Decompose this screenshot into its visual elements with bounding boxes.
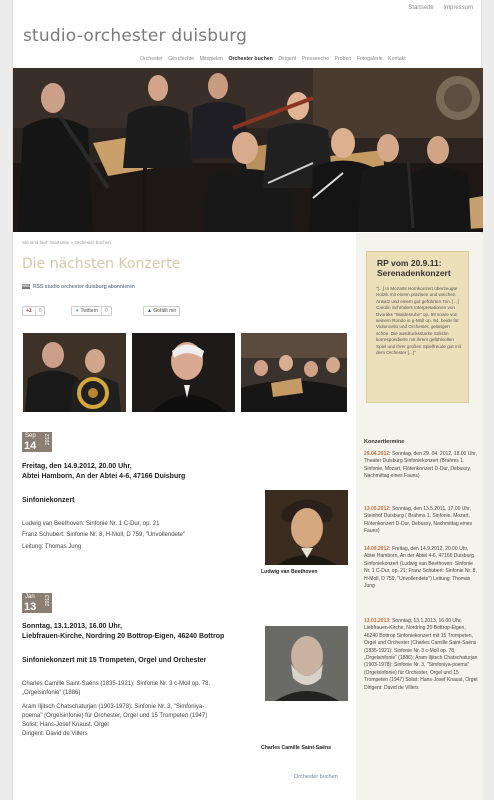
nav-item-mitspielen[interactable]: Mitspielen — [199, 56, 223, 62]
top-nav — [400, 5, 473, 11]
event-program-line: Aram Iljitsch Chatschaturjan (1903-1978): Sinfonie Nr. 3, "Simfoniya- poema" (Orgelsinfonie) für Orchester, Orgel und 15 Trompeten (1947) Solist: Hans-Josef Knaust, Orgel Dirigent: David de Villers — [22, 704, 208, 737]
event-year: 2013 — [45, 595, 51, 607]
google-plus-button[interactable] — [22, 306, 45, 316]
rss-icon: RSS — [22, 284, 30, 289]
nav-item-proben[interactable]: Proben — [334, 56, 352, 62]
press-note-title: RP vom 20.9.11: Serenadenkonzert — [377, 258, 451, 278]
concert-text: Sonntag, 13.1.2013, 16.00 Uhr, Liebfrauen-Kirche, Nordring 20 Bottrop-Eigen, 46240 Bottrop Sinfoniekonzert mit 15 Trompeten, Orgel und Orchester (Charles Camille Saint-Saëns (1835-1921): Sinfonie Nr. 3 c-Moll op. 78, „Orgelsinfonie“ (1886); Aram Iljitsch Chatschaturjan (1903-1978): Sinfonie Nr. 3, "Simfoniya-poema" (Orgelsinfonie) für Orchester, Orgel und 15 Trompeten (1947) Solist: Hans-Josef Knaust, Orgel Dirigent: David de Villers — [364, 618, 478, 691]
main-nav — [138, 56, 478, 62]
event-program-line: Charles Camille Saint-Saëns (1835-1921): Sinfonie Nr. 3 c-Moll op. 78, „Orgelsinfonie“ (1886) — [22, 681, 211, 696]
event-year: 2012 — [45, 434, 51, 446]
gplus-label: +1 — [26, 308, 32, 314]
nav-item-presseecho[interactable]: Presseecho — [301, 56, 330, 62]
facebook-like-button[interactable] — [143, 306, 180, 316]
event-day: 14 — [24, 440, 37, 452]
gplus-count: 0 — [35, 307, 42, 315]
site-title[interactable]: studio-orchester duisburg — [23, 26, 248, 46]
facebook-label: Gefällt mir — [153, 308, 177, 314]
concert-text: Sonntag, den 13.5.2011, 17.00 Uhr, Steinhof Duisburg ( Brahms 1. Sinfonie, Mozart, Flötenkonzert D-Dur, Debussy, Nachmittag eines Fauns) — [364, 506, 473, 535]
portrait-caption: Charles Camille Saint-Saëns — [261, 745, 332, 751]
press-note-body: "[...] In Mozarts Hornkonzert überzeugte Holzik mit einem präzisen und weichen Ansatz und einem gut geführten Ton. [...] Carolin Schröders Interpretationen von Dvoráks "Waldesruhe" op. 68 sowie von seinem Rondo in g-Moll op. 94, beide für Violoncello und Orchester, gelangen schön. Die ausdrucksstarke Solistin korrespondierte mit ihrem gefühlvollen Spiel und ihrer großen Spielfreude gut mit dem Orchester [...]" — [376, 286, 462, 356]
page-title: Die nächsten Konzerte — [22, 256, 181, 272]
event-program-line: Franz Schubert: Sinfonie Nr. 8, H-Moll, D 759, "Unvollendete" — [22, 532, 186, 538]
nav-item-dirigent[interactable]: Dirigent — [278, 56, 297, 62]
page — [12, 0, 482, 800]
concert-date: 29.04.2012: — [364, 451, 391, 457]
portrait-saint-saens — [265, 626, 348, 701]
event-month: Sep — [25, 433, 36, 439]
event-subtitle: Sinfoniekonzert mit 15 Trompeten, Orgel und Orchester — [22, 657, 207, 664]
twitter-icon: ✦ — [75, 308, 80, 314]
event-program-line: Leitung: Thomas Jung — [22, 544, 82, 550]
event-date-badge — [22, 432, 52, 452]
event-day: 13 — [24, 601, 37, 613]
photo-horn-players[interactable] — [23, 333, 126, 412]
top-nav-home-link[interactable]: Startseite — [408, 5, 434, 11]
concert-text: Freitag, den 14.9.2012, 20.00 Uhr, Abtei Hamborn, An der Abtei 4-6, 47166 Duisburg Sinfoniekonzert (Ludwig van Beethoven: Sinfonie Nr. 1 C-Dur, op. 21; Franz Schubert: Sinfonie Nr. 8, H-Moll, D 759, "Unvollendete") Leitung: Thomas Jung — [364, 546, 477, 590]
concert-list-item — [364, 451, 479, 481]
concert-text: Sonntag, den 29. 04. 2012, 18.00 Uhr, Theater Duisburg Sinfoniekonzert (Brahms 1. Sinfonie, Mozart, Flötenkonzert D-Dur, Debussy, Nachmittag eines Fauns) — [364, 451, 477, 480]
concerts-heading: Konzerttermine — [364, 439, 405, 445]
event-subtitle: Sinfoniekonzert — [22, 497, 75, 504]
nav-item-orchester[interactable]: Orchester — [140, 56, 163, 62]
concert-date: 13.05.2012: — [364, 506, 391, 512]
breadcrumb: Sie sind hier: Startseite » Orchester buchen — [22, 240, 111, 245]
concert-date: 14.09.2012: — [364, 546, 391, 552]
concert-list-item — [364, 506, 479, 536]
photo-conductor[interactable] — [132, 333, 235, 412]
event-title: Sonntag, 13.1.2013, 16.00 Uhr, Liebfrauen-Kirche, Nordring 20 Bottrop-Eigen, 46240 Bottrop — [22, 623, 225, 640]
rss-subscribe-link[interactable] — [22, 284, 135, 290]
nav-item-kontakt[interactable]: Kontakt — [388, 56, 406, 62]
event-program-line: Ludwig van Beethoven: Sinfonie Nr. 1 C-Dur, op. 21 — [22, 521, 160, 527]
portrait-caption: Ludwig van Beethoven — [261, 569, 318, 575]
concert-date: 13.01.2013: — [364, 618, 391, 624]
thumbs-up-icon: ▲ — [147, 308, 152, 314]
nav-item-orchester-buchen[interactable]: Orchester buchen — [228, 56, 273, 62]
hero-orchestra-photo — [13, 68, 483, 232]
twitter-button[interactable] — [71, 306, 112, 316]
footer-booking-link[interactable]: Orchester buchen — [294, 774, 338, 780]
nav-item-geschichte[interactable]: Geschichte — [168, 56, 195, 62]
nav-item-fotogalerie[interactable]: Fotogalerie — [356, 56, 383, 62]
twitter-label: Twittern — [80, 308, 99, 314]
event-month: Jan — [25, 594, 35, 600]
event-date-badge — [22, 593, 52, 613]
press-note — [366, 251, 469, 403]
sidebar — [356, 233, 483, 800]
twitter-count: 0 — [101, 307, 108, 315]
top-nav-imprint-link[interactable]: Impressum — [443, 5, 473, 11]
event-title: Freitag, den 14.9.2012, 20.00 Uhr, Abtei Hamborn, An der Abtei 4-6, 47166 Duisburg — [22, 463, 186, 480]
rss-label: RSS studio orchester duisburg abonnieren — [33, 284, 135, 290]
concert-list-item — [364, 618, 479, 692]
photo-orchestra[interactable] — [241, 333, 347, 412]
concert-list-item — [364, 546, 479, 590]
portrait-beethoven — [265, 490, 348, 565]
